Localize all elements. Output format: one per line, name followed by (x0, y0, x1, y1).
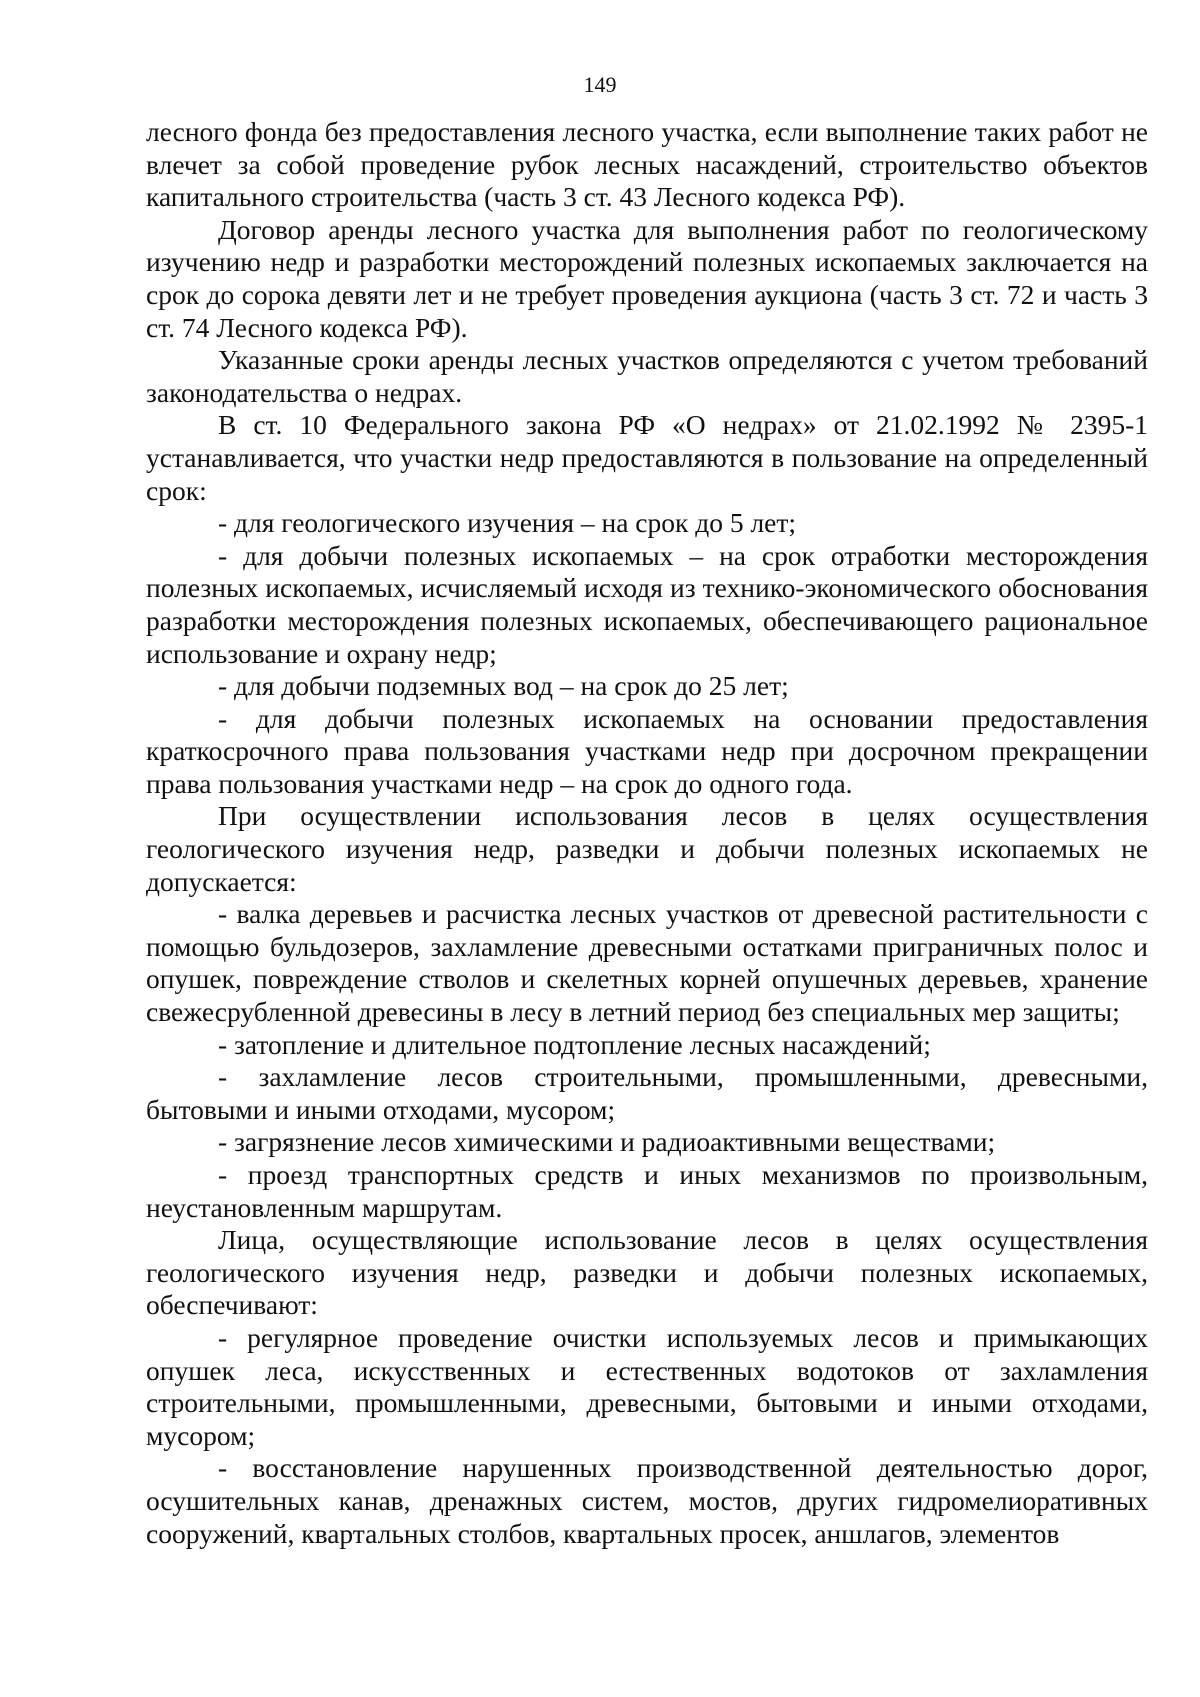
paragraph: Договор аренды лесного участка для выполнения работ по геологическому изучению недр и разработки месторождений полезных ископаемых заключается на срок до сорока девяти лет и не требует проведения аукциона (часть 3 ст. 72 и часть 3 ст. 74 Лесного кодекса РФ). (146, 213, 1148, 343)
paragraph: лесного фонда без предоставления лесного участка, если выполнение таких работ не влечет за собой проведение рубок лесных насаждений, строительство объектов капитального строительства (часть 3 ст. 43 Лесного кодекса РФ). (146, 116, 1148, 213)
document-body (146, 116, 1148, 1550)
paragraph: Лица, осуществляющие использование лесов в целях осуществления геологического изучения недр, разведки и добычи полезных ископаемых, обеспечивают: (146, 1224, 1148, 1321)
list-item: - захламление лесов строительными, промышленными, древесными, бытовыми и иными отходами, мусором; (146, 1061, 1148, 1125)
list-item: - регулярное проведение очистки используемых лесов и примыкающих опушек леса, искусственных и естественных водотоков от захламления строительными, промышленными, древесными, бытовыми и иными отходами, мусором; (146, 1321, 1148, 1451)
list-item: - для геологического изучения – на срок до 5 лет; (218, 507, 797, 539)
paragraph: Указанные сроки аренды лесных участков определяются с учетом требований законодательства о недрах. (146, 344, 1148, 408)
list-item: - загрязнение лесов химическими и радиоактивными веществами; (218, 1126, 996, 1158)
list-item: - затопление и длительное подтопление лесных насаждений; (218, 1028, 931, 1060)
paragraph: В ст. 10 Федерального закона РФ «О недрах» от 21.02.1992 № 2395-1 устанавливается, что участки недр предоставляются в пользование на определенный срок: (146, 409, 1148, 506)
page-number: 149 (583, 72, 617, 97)
paragraph: При осуществлении использования лесов в целях осуществления геологического изучения недр, разведки и добычи полезных ископаемых не допускается: (146, 800, 1148, 897)
list-item: - валка деревьев и расчистка лесных участков от древесной растительности с помощью бульдозеров, захламление древесными остатками приграничных полос и опушек, повреждение стволов и скелетных корней опушечных деревьев, хранение свежесрубленной древесины в лесу в летний период без специальных мер защиты; (146, 898, 1148, 1028)
list-item: - восстановление нарушенных производственной деятельностью дорог, осушительных канав, дренажных систем, мостов, других гидромелиоративных сооружений, квартальных столбов, квартальных просек, аншлагов, элементов (146, 1452, 1148, 1549)
list-item: - для добычи полезных ископаемых – на срок отработки месторождения полезных ископаемых, исчисляемый исходя из технико-экономического обоснования разработки месторождения полезных ископаемых, обеспечивающего рациональное использование и охрану недр; (146, 539, 1148, 669)
list-item: - для добычи подземных вод – на срок до 25 лет; (218, 670, 789, 702)
list-item: - проезд транспортных средств и иных механизмов по произвольным, неустановленным маршрутам. (146, 1159, 1148, 1223)
list-item: - для добычи полезных ископаемых на основании предоставления краткосрочного права пользования участками недр при досрочном прекращении права пользования участками недр – на срок до одного года. (146, 702, 1148, 799)
